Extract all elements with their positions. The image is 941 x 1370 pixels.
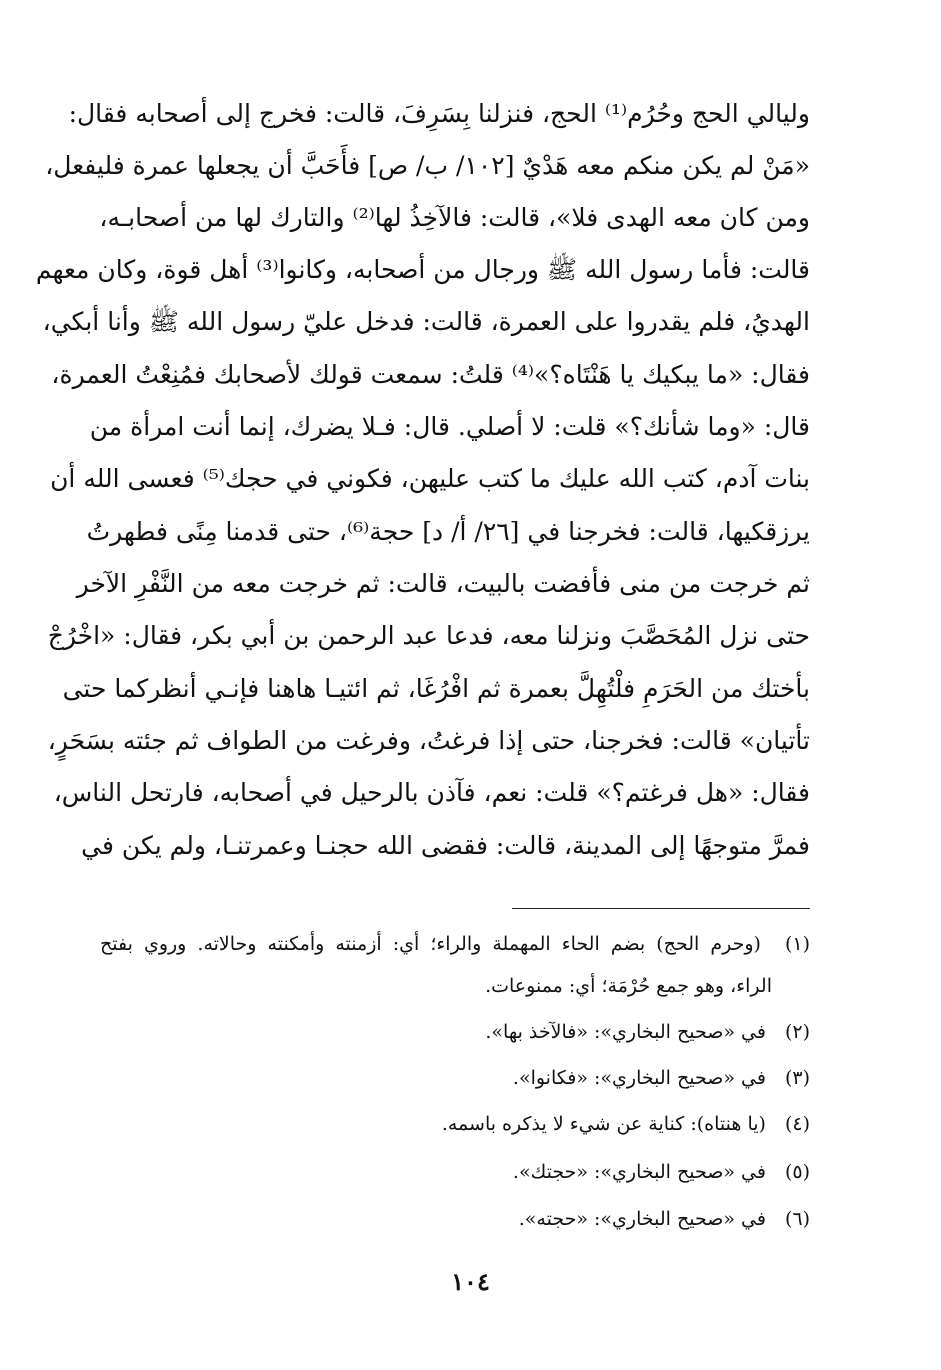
footnote-2: [485, 1012, 810, 1052]
main-text-line: فقال: «هل فرغتم؟» قلت: نعم، فآذن بالرحيل في أصحابه، فارتحل الناس،: [53, 778, 810, 807]
main-text-line: وليالي الحج وحُرُم⁽¹⁾ الحج، فنزلنا بِسَرِفَ، قالت: فخرج إلى أصحابه فقال:: [68, 99, 810, 128]
footnote-number: (١): [784, 933, 810, 955]
main-text-line: «مَنْ لم يكن منكم معه هَدْيٌ [١٠٢/ ب/ ص] فأَحَبَّ أن يجعلها عمرة فليفعل،: [45, 151, 810, 180]
footnote-1-continuation: الراء، وهو جمع حُرْمَة؛ أي: ممنوعات.: [485, 975, 772, 997]
footnote-number: (٦): [784, 1208, 810, 1230]
main-text-line: بنات آدم، كتب الله عليك ما كتب عليهن، فكوني في حجك⁽⁵⁾ فعسى الله أن: [50, 464, 810, 493]
main-text-line: فمرَّ متوجهًا إلى المدينة، قالت: فقضى الله حجنـا وعمرتنـا، ولم يكن في: [81, 831, 810, 860]
footnote-4: [442, 1104, 810, 1144]
footnote-text: في «صحيح البخاري»: «فكانوا».: [512, 1067, 766, 1089]
main-text-line: ومن كان معه الهدى فلا»، قالت: فالآخِذُ لها⁽²⁾ والتارك لها من أصحابـه،: [99, 203, 810, 232]
footnote-3: [513, 1058, 810, 1098]
footnote-5: [513, 1152, 810, 1192]
main-text-line: حتى نزل المُحَصَّبَ ونزلنا معه، فدعا عبد الرحمن بن أبي بكر، فقال: «اخْرُجْ: [47, 621, 810, 650]
main-text-line: قال: «وما شأنك؟» قلت: لا أصلي. قال: فـلا يضرك، إنما أنت امرأة من: [89, 412, 810, 441]
footnote-text: في «صحيح البخاري»: «حجتك».: [512, 1161, 766, 1183]
main-text-line: تأتيان» قالت: فخرجنا، حتى إذا فرغتُ، وفرغت من الطواف ثم جئته بسَحَرٍ،: [47, 726, 810, 755]
main-text-line: يرزقكيها، قالت: فخرجنا في [٢٦/ أ/ د] حجة⁽⁶⁾، حتى قدمنا مِنًى فطهرتُ: [86, 517, 810, 546]
footnote-text: (وحرم الحج) بضم الحاء المهملة والراء؛ أي: أزمنته وأمكنته وحالاته. وروي بفتح: [100, 933, 761, 955]
main-text-line: قالت: فأما رسول الله ﷺ ورجال من أصحابه، وكانوا⁽³⁾ أهل قوة، وكان معهم: [35, 255, 810, 284]
footnote-separator: [512, 908, 810, 909]
footnote-6: [519, 1199, 810, 1239]
footnote-text: (يا هنتاه): كناية عن شيء لا يذكره باسمه.: [441, 1113, 766, 1135]
footnote-text: في «صحيح البخاري»: «فالآخذ بها».: [485, 1021, 766, 1043]
footnote-1: [100, 924, 810, 964]
footnote-text: في «صحيح البخاري»: «حجته».: [518, 1208, 766, 1230]
main-text-line: فقال: «ما يبكيك يا هَنْتَاه؟»⁽⁴⁾ قلتُ: سمعت قولك لأصحابك فمُنِعْتُ العمرة،: [51, 360, 810, 389]
footnote-number: (٥): [784, 1161, 810, 1183]
footnote-number: (٤): [784, 1113, 810, 1135]
footnote-number: (٢): [784, 1021, 810, 1043]
page-number: ١٠٤: [451, 1267, 490, 1296]
main-text-line: الهديُ، فلم يقدروا على العمرة، قالت: فدخل عليّ رسول الله ﷺ وأنا أبكي،: [42, 307, 810, 336]
main-text-line: ثم خرجت من منى فأفضت بالبيت، قالت: ثم خرجت معه من النَّفْرِ الآخر: [76, 569, 810, 598]
footnote-number: (٣): [784, 1067, 810, 1089]
main-text-line: بأختك من الحَرَمِ فلْتُهِلَّ بعمرة ثم افْرُغَا، ثم ائتيـا هاهنا فإنـي أنظركما حتى: [62, 674, 810, 703]
